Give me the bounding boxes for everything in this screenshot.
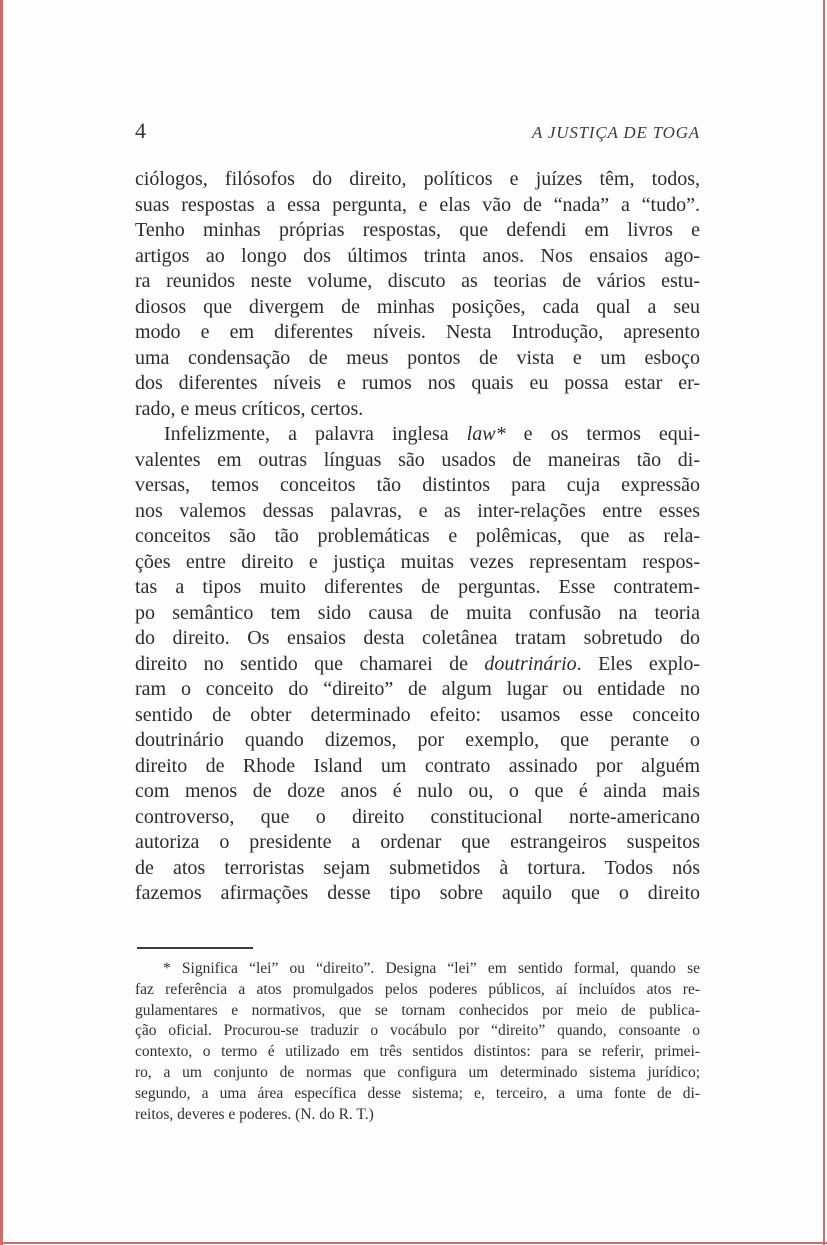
- page-header: [135, 118, 700, 144]
- text-line: [135, 728, 700, 754]
- text-segment: com menos de doze anos é nulo ou, o que é ainda mais: [135, 780, 700, 802]
- text-line: [135, 652, 700, 678]
- text-segment: versas, temos conceitos tão distintos para cuja expressão: [135, 474, 700, 496]
- text-line: [135, 448, 700, 474]
- text-segment: gulamentares e normativos, que se tornam conhecidos por meio de publica-: [135, 1001, 700, 1019]
- page-number: 4: [135, 118, 146, 143]
- italic-text: doutrinário: [484, 652, 577, 675]
- text-line: [135, 422, 700, 448]
- text-segment: po semântico tem sido causa de muita confusão na teoria: [135, 601, 700, 624]
- page-edge-left: [0, 0, 3, 1245]
- text-segment: . Eles explo-: [576, 652, 700, 675]
- text-segment: autoriza o presidente a ordenar que estrangeiros suspeitos: [135, 831, 700, 853]
- page-edge-bottom: [0, 1242, 827, 1244]
- text-line: [135, 193, 700, 219]
- text-line: [135, 473, 700, 499]
- body-text: [135, 167, 700, 907]
- text-segment: diosos que divergem de minhas posições, cada qual a seu: [135, 295, 700, 318]
- text-segment: ções entre direito e justiça muitas vezes representam respos-: [135, 550, 700, 573]
- text-segment: faz referência a atos promulgados pelos poderes públicos, aí incluídos atos re-: [135, 980, 700, 998]
- text-line: [135, 499, 700, 525]
- text-segment: fazemos afirmações desse tipo sobre aquilo que o direito: [135, 882, 700, 904]
- text-segment: do direito. Os ensaios desta coletânea tratam sobretudo do: [135, 627, 700, 649]
- text-segment: ram o conceito do “direito” de algum lugar ou entidade no: [135, 678, 700, 700]
- running-header: A JUSTIÇA DE TOGA: [531, 123, 700, 142]
- text-segment: dos diferentes níveis e rumos nos quais eu possa estar er-: [135, 372, 700, 394]
- text-segment: valentes em outras línguas são usados de maneiras tão di-: [135, 448, 700, 471]
- text-line: [135, 320, 700, 346]
- text-line: [135, 1042, 700, 1063]
- footnote-separator: [137, 947, 253, 949]
- text-segment: uma condensação de meus pontos de vista e um esboço: [135, 346, 700, 369]
- text-segment: sentido de obter determinado efeito: usamos esse conceito: [135, 703, 700, 726]
- text-line: [135, 397, 700, 423]
- text-line: [135, 779, 700, 805]
- text-segment: rado, e meus críticos, certos.: [135, 397, 364, 420]
- text-line: [135, 677, 700, 703]
- text-line: [135, 805, 700, 831]
- paragraph-2: [135, 422, 700, 907]
- page-edge-right: [823, 0, 825, 1245]
- text-segment: Infelizmente, a palavra inglesa: [164, 423, 467, 445]
- text-segment: suas respostas a essa pergunta, e elas vão de “nada” a “tudo”.: [135, 193, 700, 216]
- footnote-paragraph: [135, 959, 700, 1125]
- text-line: [135, 980, 700, 1001]
- text-line: [135, 1105, 700, 1126]
- text-line: [135, 959, 700, 980]
- text-line: [135, 524, 700, 550]
- text-line: [135, 626, 700, 652]
- text-line: [135, 830, 700, 856]
- italic-text: law*: [466, 423, 506, 445]
- text-segment: ra reunidos neste volume, discuto as teorias de vários estu-: [135, 270, 700, 292]
- text-line: [135, 601, 700, 627]
- text-line: [135, 269, 700, 295]
- text-segment: * Significa “lei” ou “direito”. Designa “lei” em sentido formal, quando se: [163, 960, 700, 977]
- text-segment: doutrinário quando dizemos, por exemplo, que perante o: [135, 729, 700, 751]
- text-segment: Tenho minhas próprias respostas, que defendi em livros e: [135, 219, 700, 241]
- text-segment: tas a tipos muito diferentes de perguntas. Esse contratem-: [135, 576, 700, 598]
- text-line: [135, 754, 700, 780]
- text-line: [135, 1021, 700, 1042]
- text-segment: modo e em diferentes níveis. Nesta Introdução, apresento: [135, 321, 700, 343]
- text-line: [135, 244, 700, 270]
- text-line: [135, 703, 700, 729]
- text-line: [135, 881, 700, 907]
- text-line: [135, 550, 700, 576]
- text-segment: de atos terroristas sejam submetidos à tortura. Todos nós: [135, 856, 700, 879]
- text-segment: contexto, o termo é utilizado em três sentidos distintos: para se referir, primei-: [135, 1043, 700, 1061]
- text-segment: e os termos equi-: [505, 423, 700, 445]
- text-line: [135, 1063, 700, 1084]
- paragraph-1: [135, 167, 700, 422]
- footnote: [135, 959, 700, 1125]
- text-line: [135, 371, 700, 397]
- text-line: [135, 167, 700, 193]
- text-segment: direito no sentido que chamarei de: [135, 652, 485, 675]
- text-line: [135, 218, 700, 244]
- text-line: [135, 856, 700, 882]
- text-segment: conceitos são tão problemáticas e polêmicas, que as rela-: [135, 525, 700, 547]
- text-line: [135, 575, 700, 601]
- text-segment: controverso, que o direito constitucional norte-americano: [135, 805, 700, 828]
- text-line: [135, 346, 700, 372]
- text-line: [135, 1084, 700, 1105]
- text-segment: direito de Rhode Island um contrato assinado por alguém: [135, 754, 700, 777]
- text-segment: ção oficial. Procurou-se traduzir o vocábulo por “direito” quando, consoante o: [135, 1022, 700, 1040]
- text-segment: nos valemos dessas palavras, e as inter-relações entre esses: [135, 499, 700, 522]
- text-segment: artigos ao longo dos últimos trinta anos. Nos ensaios ago-: [135, 244, 700, 267]
- text-segment: reitos, deveres e poderes. (N. do R. T.): [135, 1105, 374, 1123]
- text-line: [135, 1001, 700, 1022]
- text-segment: ro, a um conjunto de normas que configura um determinado sistema jurídico;: [135, 1063, 700, 1081]
- text-segment: ciólogos, filósofos do direito, políticos e juízes têm, todos,: [135, 168, 700, 190]
- text-line: [135, 295, 700, 321]
- text-segment: segundo, a uma área específica desse sistema; e, terceiro, a uma fonte de di-: [135, 1084, 700, 1102]
